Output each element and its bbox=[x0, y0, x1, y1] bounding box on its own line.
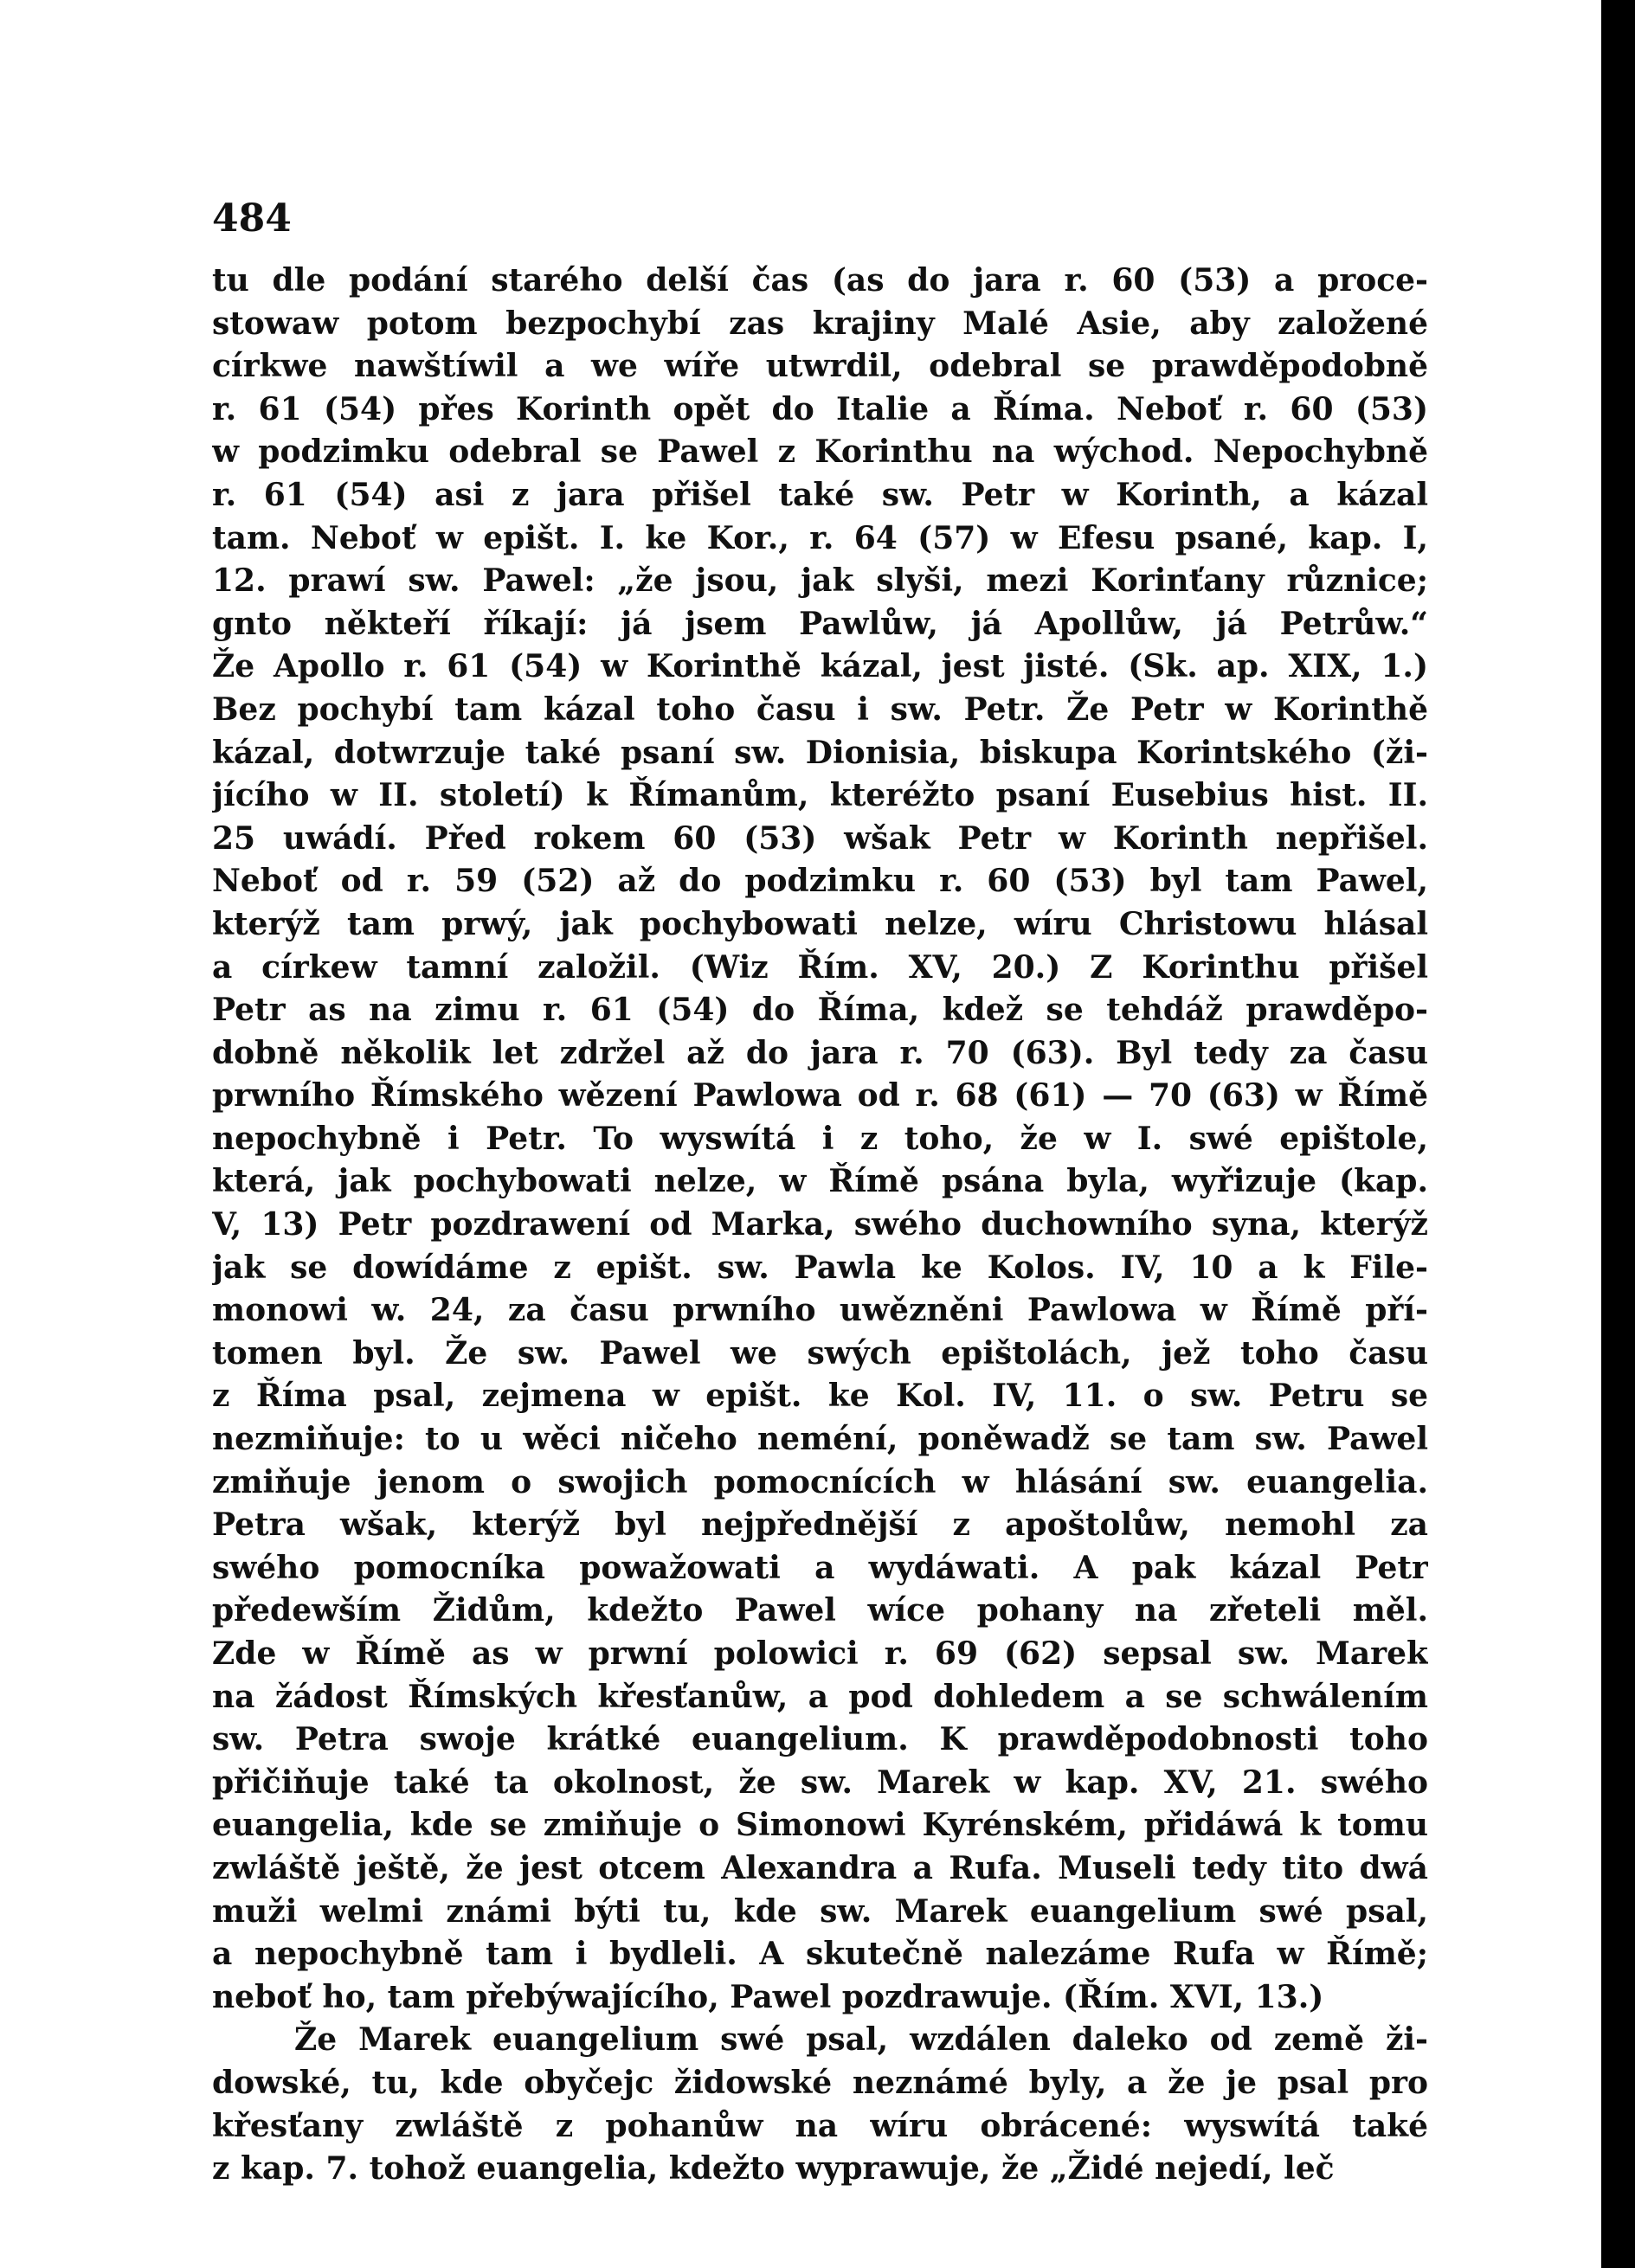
text-line: tam. Neboť w epišt. I. ke Kor., r. 64 (57) w Efesu psané, kap. I, bbox=[212, 519, 1428, 556]
text-line: nezmiňuje: to u wěci ničeho neméní, poněwadž se tam sw. Pawel bbox=[212, 1421, 1428, 1458]
text-line: 12. prawí sw. Pawel: „že jsou, jak slyši, mezi Korinťany různice; bbox=[212, 562, 1428, 600]
text-line: Petr as na zimu r. 61 (54) do Říma, kdež se tehdáž prawděpo- bbox=[212, 992, 1428, 1029]
text-line: a nepochybně tam i bydleli. A skutečně nalezáme Rufa w Římě; bbox=[212, 1936, 1428, 1973]
text-line: předewším Židům, kdežto Pawel wíce pohany na zřeteli měl. bbox=[212, 1592, 1428, 1629]
text-line: kázal, dotwrzuje také psaní sw. Dionisia, biskupa Korintského (ži- bbox=[212, 734, 1428, 771]
page-number: 484 bbox=[212, 196, 292, 241]
text-line: sw. Petra swoje krátké euangelium. K prawděpodobnosti toho bbox=[212, 1721, 1428, 1758]
text-line: zwláště ještě, že jest otcem Alexandra a Rufa. Museli tedy tito dwá bbox=[212, 1849, 1428, 1886]
text-line: nepochybně i Petr. To wyswítá i z toho, že w I. swé epištole, bbox=[212, 1120, 1428, 1157]
text-line: jícího w II. století) k Římanům, kteréžto psaní Eusebius hist. II. bbox=[212, 777, 1428, 814]
text-line: Zde w Římě as w prwní polowici r. 69 (62) sepsal sw. Marek bbox=[212, 1635, 1428, 1672]
text-line: dowské, tu, kde obyčejc židowské neznámé byly, a že je psal pro bbox=[212, 2064, 1428, 2101]
text-line: w podzimku odebral se Pawel z Korinthu na wýchod. Nepochybně bbox=[212, 434, 1428, 471]
text-line: kterýž tam prwý, jak pochybowati nelze, wíru Christowu hlásal bbox=[212, 905, 1428, 942]
text-line: přičiňuje také ta okolnost, že sw. Marek w kap. XV, 21. swého bbox=[212, 1764, 1428, 1801]
text-line: V, 13) Petr pozdrawení od Marka, swého duchowního syna, kterýž bbox=[212, 1206, 1428, 1243]
text-line: Že Marek euangelium swé psal, wzdálen daleko od země ži- bbox=[294, 2021, 1428, 2059]
text-line: Neboť od r. 59 (52) až do podzimku r. 60 (53) byl tam Pawel, bbox=[212, 863, 1428, 900]
text-line: Že Apollo r. 61 (54) w Korinthě kázal, jest jisté. (Sk. ap. XIX, 1.) bbox=[212, 648, 1428, 685]
scan-edge bbox=[1601, 0, 1635, 2268]
text-line: z Říma psal, zejmena w epišt. ke Kol. IV, 11. o sw. Petru se bbox=[212, 1378, 1428, 1415]
text-line: muži welmi známi býti tu, kde sw. Marek euangelium swé psal, bbox=[212, 1892, 1428, 1930]
text-line: neboť ho, tam přebýwajícího, Pawel pozdrawuje. (Řím. XVI, 13.) bbox=[212, 1978, 1324, 2015]
text-line: tomen byl. Že sw. Pawel we swých epištolách, jež toho času bbox=[212, 1334, 1428, 1372]
text-line: jak se dowídáme z epišt. sw. Pawla ke Kolos. IV, 10 a k File- bbox=[212, 1249, 1428, 1286]
text-line: z kap. 7. tohož euangelia, kdežto wyprawuje, že „Židé nejedí, leč bbox=[212, 2150, 1335, 2188]
text-line: Bez pochybí tam kázal toho času i sw. Petr. Že Petr w Korinthě bbox=[212, 691, 1428, 728]
page-text bbox=[212, 260, 1428, 2191]
text-line: a církew tamní založil. (Wiz Řím. XV, 20.) Z Korinthu přišel bbox=[212, 948, 1428, 986]
text-line: 25 uwádí. Před rokem 60 (53) wšak Petr w Korinth nepřišel. bbox=[212, 819, 1428, 857]
text-line: euangelia, kde se zmiňuje o Simonowi Kyrénském, přidáwá k tomu bbox=[212, 1807, 1428, 1844]
text-line: tu dle podání starého delší čas (as do jara r. 60 (53) a proce- bbox=[212, 262, 1428, 299]
text-line: r. 61 (54) asi z jara přišel také sw. Petr w Korinth, a kázal bbox=[212, 476, 1428, 513]
text-line: monowi w. 24, za času prwního uwězněni Pawlowa w Římě pří- bbox=[212, 1292, 1428, 1329]
text-line: r. 61 (54) přes Korinth opět do Italie a Říma. Neboť r. 60 (53) bbox=[212, 390, 1428, 427]
text-line: křesťany zwláště z pohanůw na wíru obrácené: wyswítá také bbox=[212, 2107, 1428, 2144]
text-line: gnto někteří říkají: já jsem Pawlůw, já Apollůw, já Petrůw.“ bbox=[212, 605, 1428, 642]
text-line: Petra wšak, kterýž byl nejpřednější z apoštolůw, nemohl za bbox=[212, 1507, 1428, 1544]
text-line: prwního Římského wězení Pawlowa od r. 68 (61) — 70 (63) w Římě bbox=[212, 1077, 1428, 1115]
text-line: stowaw potom bezpochybí zas krajiny Malé Asie, aby založené bbox=[212, 305, 1428, 342]
text-line: církwe nawštíwil a we wíře utwrdil, odebral se prawděpodobně bbox=[212, 348, 1428, 385]
text-line: která, jak pochybowati nelze, w Římě psána byla, wyřizuje (kap. bbox=[212, 1163, 1428, 1200]
text-line: swého pomocníka powažowati a wydáwati. A pak kázal Petr bbox=[212, 1549, 1428, 1586]
text-line: dobně několik let zdržel až do jara r. 70 (63). Byl tedy za času bbox=[212, 1034, 1428, 1071]
text-line: na žádost Římských křesťanůw, a pod dohledem a se schwálením bbox=[212, 1678, 1428, 1715]
text-line: zmiňuje jenom o swojich pomocnících w hlásání sw. euangelia. bbox=[212, 1463, 1428, 1500]
